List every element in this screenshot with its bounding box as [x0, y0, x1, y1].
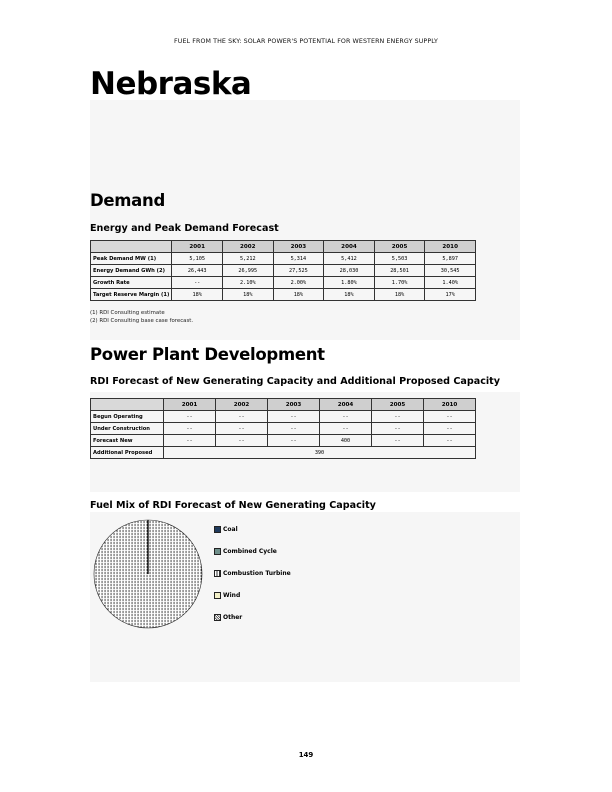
demand-col-header: 2010: [425, 241, 476, 253]
table-cell: 1.70%: [374, 277, 425, 289]
page-number: 149: [298, 751, 314, 759]
legend-label: Combustion Turbine: [223, 570, 291, 577]
content-background-top: [90, 100, 520, 340]
power-plant-col-header: 2001: [164, 399, 216, 411]
demand-col-header: 2005: [374, 241, 425, 253]
table-cell: 2.00%: [273, 277, 324, 289]
table-cell: 30,545: [425, 265, 476, 277]
legend-label: Wind: [223, 592, 241, 599]
legend-swatch: [214, 614, 221, 621]
table-row: [91, 277, 476, 289]
table-cell: 5,412: [324, 253, 375, 265]
row-label: Growth Rate: [91, 277, 172, 289]
table-cell: --: [268, 411, 320, 423]
power-plant-header-blank: [91, 399, 164, 411]
table-cell: --: [320, 423, 372, 435]
demand-header-row: [91, 241, 476, 253]
table-cell: --: [164, 423, 216, 435]
table-cell: 18%: [222, 289, 273, 301]
table-cell: 18%: [374, 289, 425, 301]
footnote: (1) RDI Consulting estimate: [90, 310, 165, 316]
row-label: Energy Demand GWh (2): [91, 265, 172, 277]
table-cell: 18%: [273, 289, 324, 301]
legend-swatch: [214, 548, 221, 555]
table-cell: 1.40%: [425, 277, 476, 289]
legend-item-other: [214, 614, 242, 621]
demand-notes: [90, 309, 193, 325]
row-label: Additional Proposed: [91, 447, 164, 459]
table-cell: --: [268, 435, 320, 447]
legend-item-combustion-turbine: [214, 570, 291, 577]
row-label: Forecast New: [91, 435, 164, 447]
table-cell: --: [372, 435, 424, 447]
row-label: Begun Operating: [91, 411, 164, 423]
legend-item-wind: [214, 592, 240, 599]
table-cell: --: [216, 411, 268, 423]
power-plant-col-header: 2003: [268, 399, 320, 411]
table-cell: 18%: [324, 289, 375, 301]
table-cell: --: [320, 411, 372, 423]
table-cell: --: [424, 411, 476, 423]
demand-subheading: Energy and Peak Demand Forecast: [90, 223, 279, 234]
table-cell: --: [172, 277, 223, 289]
table-cell: 5,503: [374, 253, 425, 265]
row-label: Peak Demand MW (1): [91, 253, 172, 265]
power-plant-header-row: [91, 399, 476, 411]
table-cell: 5,105: [172, 253, 223, 265]
legend-item-combined-cycle: [214, 548, 277, 555]
table-cell: 26,443: [172, 265, 223, 277]
demand-col-header: 2003: [273, 241, 324, 253]
table-row: [91, 435, 476, 447]
fuel-mix-heading: Fuel Mix of RDI Forecast of New Generating Capacity: [90, 500, 376, 511]
power-plant-col-header: 2005: [372, 399, 424, 411]
page-title: Nebraska: [90, 66, 252, 102]
table-cell: --: [268, 423, 320, 435]
table-cell: 5,897: [425, 253, 476, 265]
table-row: [91, 447, 476, 459]
demand-heading: Demand: [90, 191, 165, 210]
table-cell: --: [424, 423, 476, 435]
power-plant-heading: Power Plant Development: [90, 345, 325, 364]
power-plant-col-header: 2002: [216, 399, 268, 411]
footnote: (2) RDI Consulting base case forecast.: [90, 318, 194, 324]
power-plant-subheading: RDI Forecast of New Generating Capacity and Additional Proposed Capacity: [90, 376, 501, 387]
table-row: [91, 411, 476, 423]
legend-label: Coal: [223, 526, 238, 533]
table-cell: 1.80%: [324, 277, 375, 289]
table-cell: 27,525: [273, 265, 324, 277]
legend-label: Other: [223, 614, 243, 621]
table-cell: 5,314: [273, 253, 324, 265]
legend-label: Combined Cycle: [223, 548, 277, 555]
table-cell: 28,501: [374, 265, 425, 277]
power-plant-table: [90, 398, 476, 459]
demand-col-header: 2002: [222, 241, 273, 253]
legend-swatch: [214, 592, 221, 599]
table-cell: --: [164, 435, 216, 447]
table-row: [91, 289, 476, 301]
demand-col-header: 2004: [324, 241, 375, 253]
table-cell: 390: [164, 447, 476, 459]
table-cell: 28,030: [324, 265, 375, 277]
row-label: Target Reserve Margin (1): [91, 289, 172, 301]
table-row: [91, 265, 476, 277]
fuel-mix-pie-chart: [92, 518, 204, 630]
table-cell: --: [424, 435, 476, 447]
legend-swatch: [214, 570, 221, 577]
table-row: [91, 253, 476, 265]
table-cell: --: [164, 411, 216, 423]
table-cell: 26,995: [222, 265, 273, 277]
demand-header-blank: [91, 241, 172, 253]
demand-table: [90, 240, 476, 301]
table-cell: 18%: [172, 289, 223, 301]
legend-item-coal: [214, 526, 238, 533]
table-cell: 5,212: [222, 253, 273, 265]
row-label: Under Construction: [91, 423, 164, 435]
power-plant-col-header: 2010: [424, 399, 476, 411]
table-cell: 400: [320, 435, 372, 447]
table-cell: --: [372, 411, 424, 423]
table-cell: 2.10%: [222, 277, 273, 289]
table-cell: --: [216, 435, 268, 447]
legend-swatch: [214, 526, 221, 533]
table-cell: 17%: [425, 289, 476, 301]
table-cell: --: [372, 423, 424, 435]
table-row: [91, 423, 476, 435]
demand-col-header: 2001: [172, 241, 223, 253]
power-plant-col-header: 2004: [320, 399, 372, 411]
table-cell: --: [216, 423, 268, 435]
running-head: FUEL FROM THE SKY: SOLAR POWER'S POTENTIAL FOR WESTERN ENERGY SUPPLY: [174, 38, 438, 45]
